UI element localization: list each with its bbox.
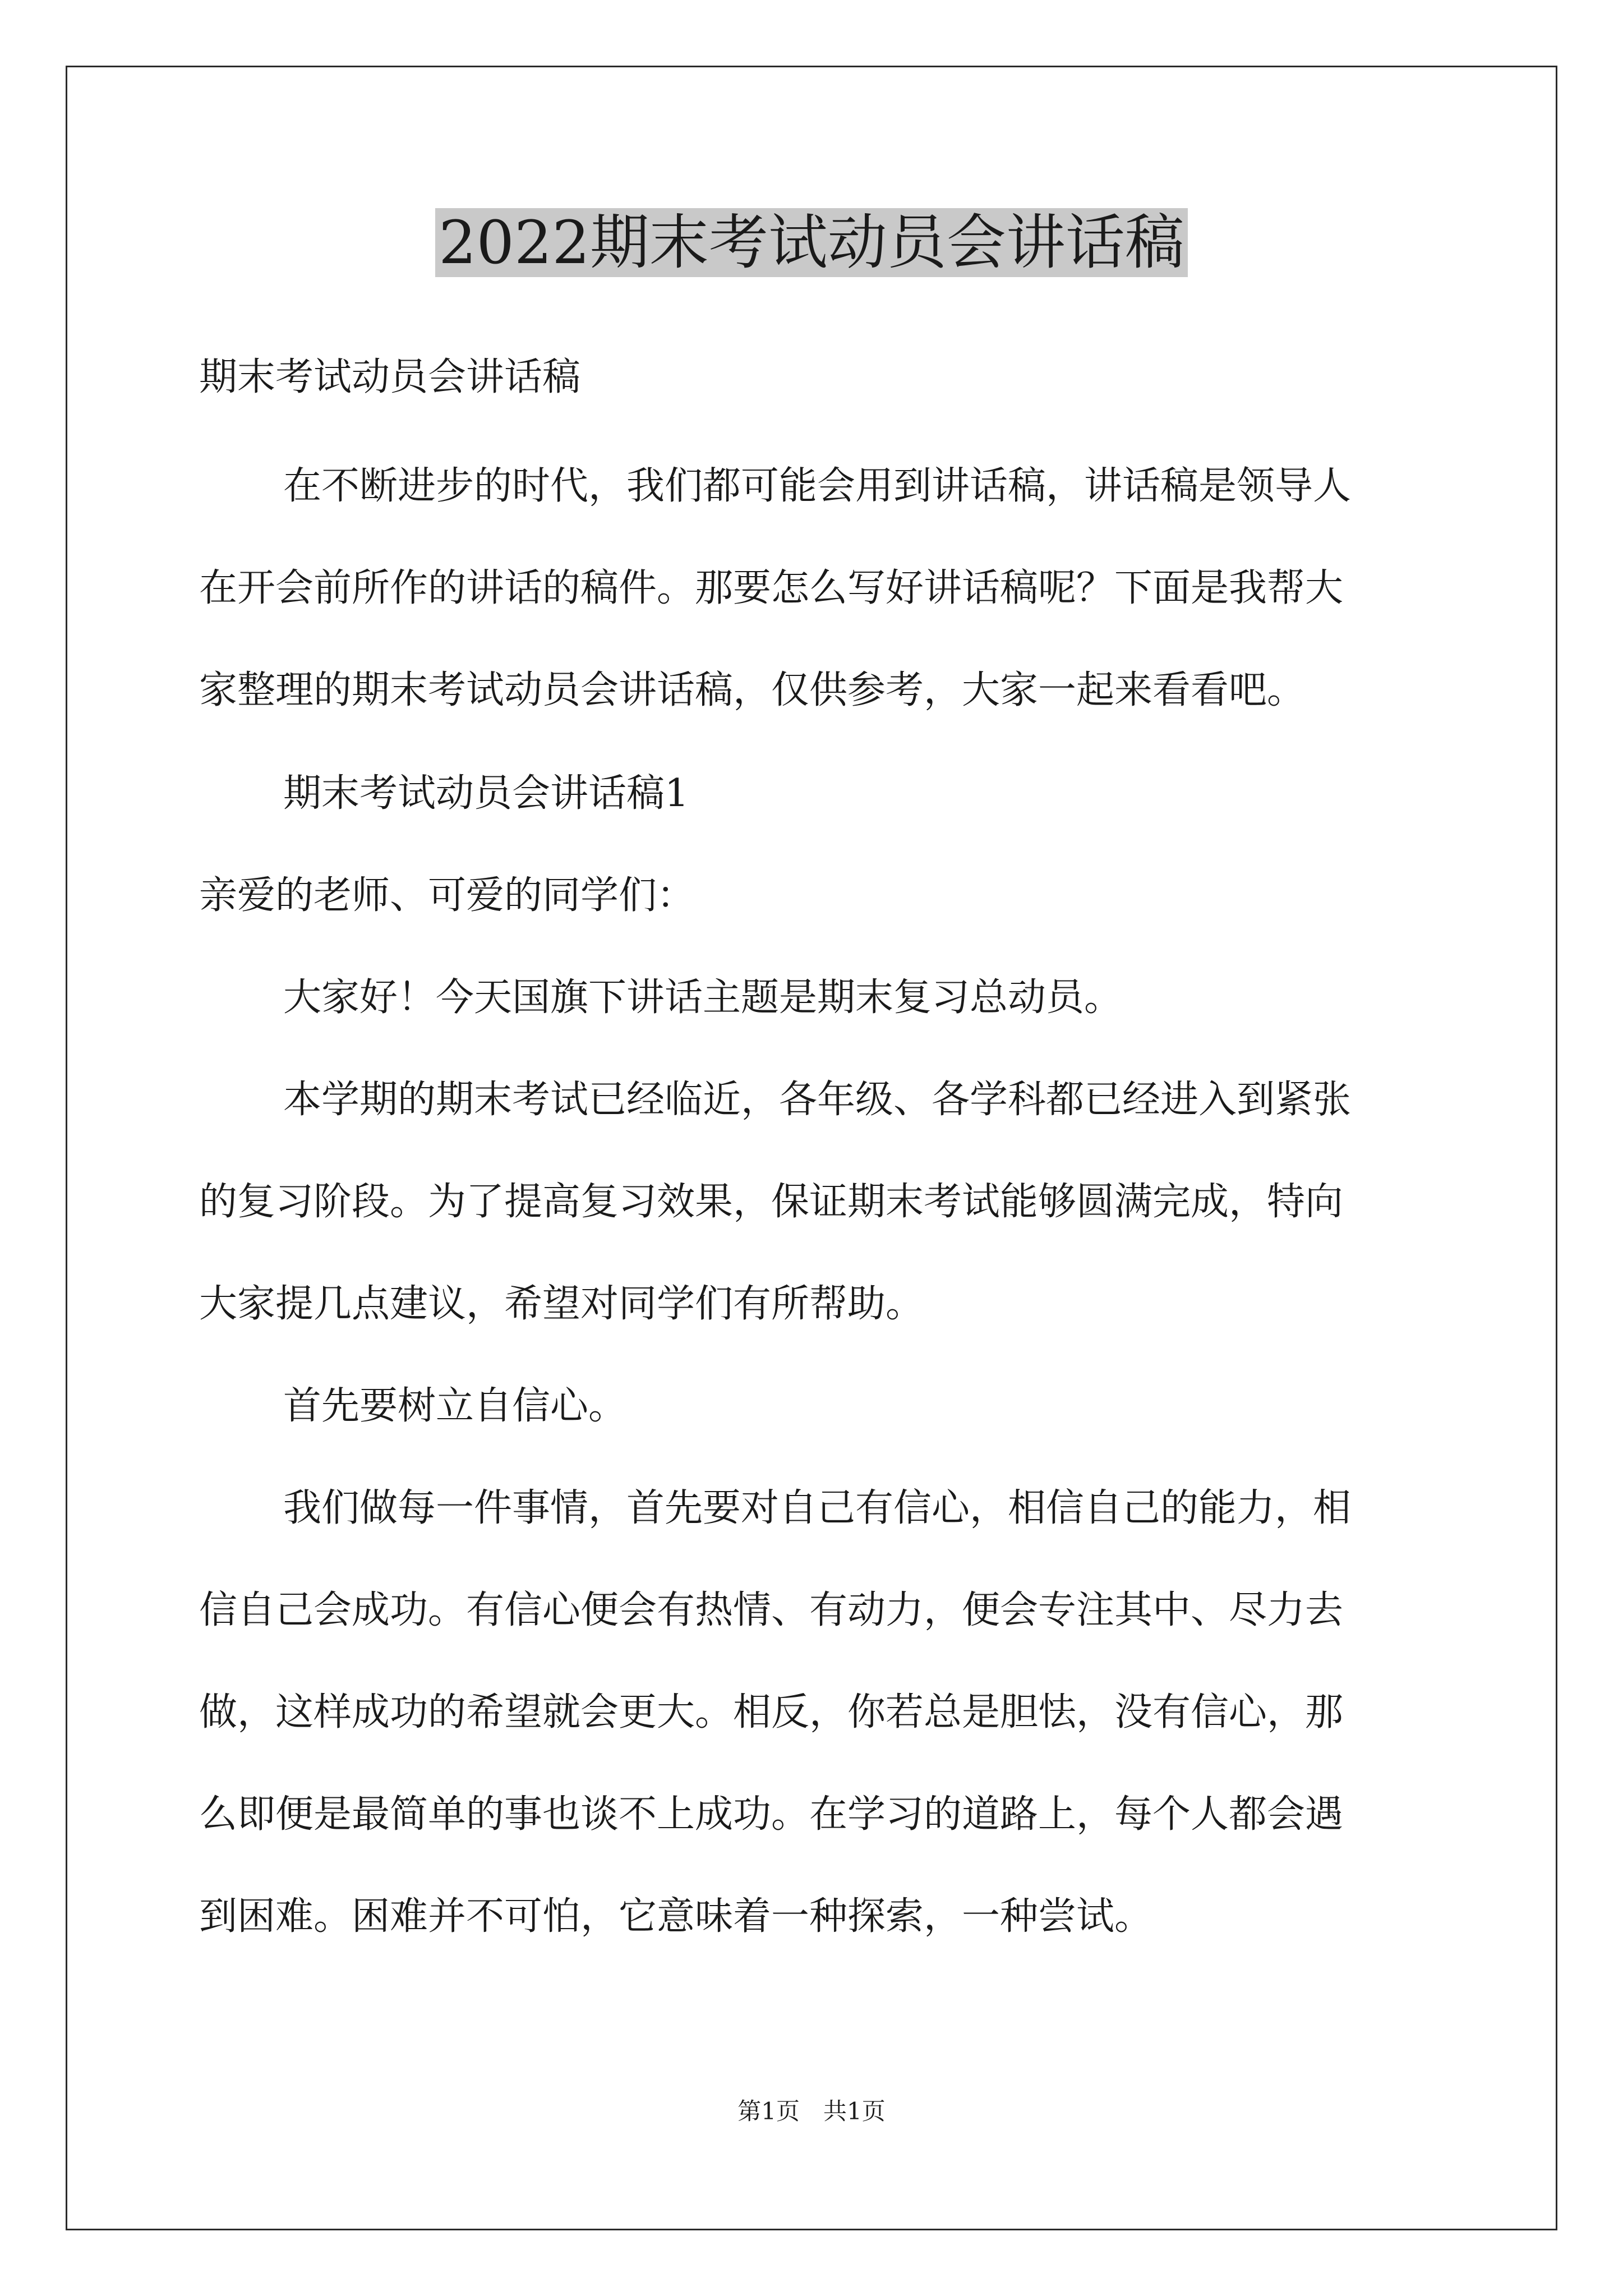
paragraph-line: 做，这样成功的希望就会更大。相反，你若总是胆怯，没有信心，那 bbox=[199, 1690, 1344, 1734]
salutation: 亲爱的老师、可爱的同学们： bbox=[199, 873, 695, 918]
paragraph-line: 的复习阶段。为了提高复习效果，保证期末考试能够圆满完成，特向 bbox=[199, 1180, 1344, 1224]
paragraph-line: 到困难。困难并不可怕，它意味着一种探索，一种尝试。 bbox=[199, 1894, 1153, 1939]
page-number: 第1页 共1页 bbox=[737, 2097, 886, 2125]
paragraph-line: 家整理的期末考试动员会讲话稿，仅供参考，大家一起来看看吧。 bbox=[199, 668, 1306, 712]
paragraph-line: 信自己会成功。有信心便会有热情、有动力，便会专注其中、尽力去 bbox=[199, 1588, 1344, 1632]
paragraph-line: 在不断进步的时代，我们都可能会用到讲话稿，讲话稿是领导人 bbox=[283, 464, 1352, 508]
title-highlight: 2022期末考试动员会讲话稿 bbox=[435, 208, 1188, 277]
paragraph-line: 在开会前所作的讲话的稿件。那要怎么写好讲话稿呢？下面是我帮大 bbox=[199, 566, 1344, 610]
paragraph-line: 首先要树立自信心。 bbox=[283, 1384, 627, 1428]
paragraph-line: 本学期的期末考试已经临近，各年级、各学科都已经进入到紧张 bbox=[283, 1078, 1352, 1122]
section-heading: 期末考试动员会讲话稿1 bbox=[283, 771, 689, 816]
paragraph-line: 大家提几点建议，希望对同学们有所帮助。 bbox=[199, 1282, 924, 1326]
document-subtitle: 期末考试动员会讲话稿 bbox=[199, 355, 581, 399]
paragraph-line: 我们做每一件事情，首先要对自己有信心，相信自己的能力，相 bbox=[283, 1486, 1352, 1530]
document-title bbox=[0, 206, 1623, 279]
paragraph-line: 大家好！今天国旗下讲话主题是期末复习总动员。 bbox=[283, 976, 1123, 1020]
paragraph-line: 么即便是最简单的事也谈不上成功。在学习的道路上，每个人都会遇 bbox=[199, 1792, 1344, 1837]
